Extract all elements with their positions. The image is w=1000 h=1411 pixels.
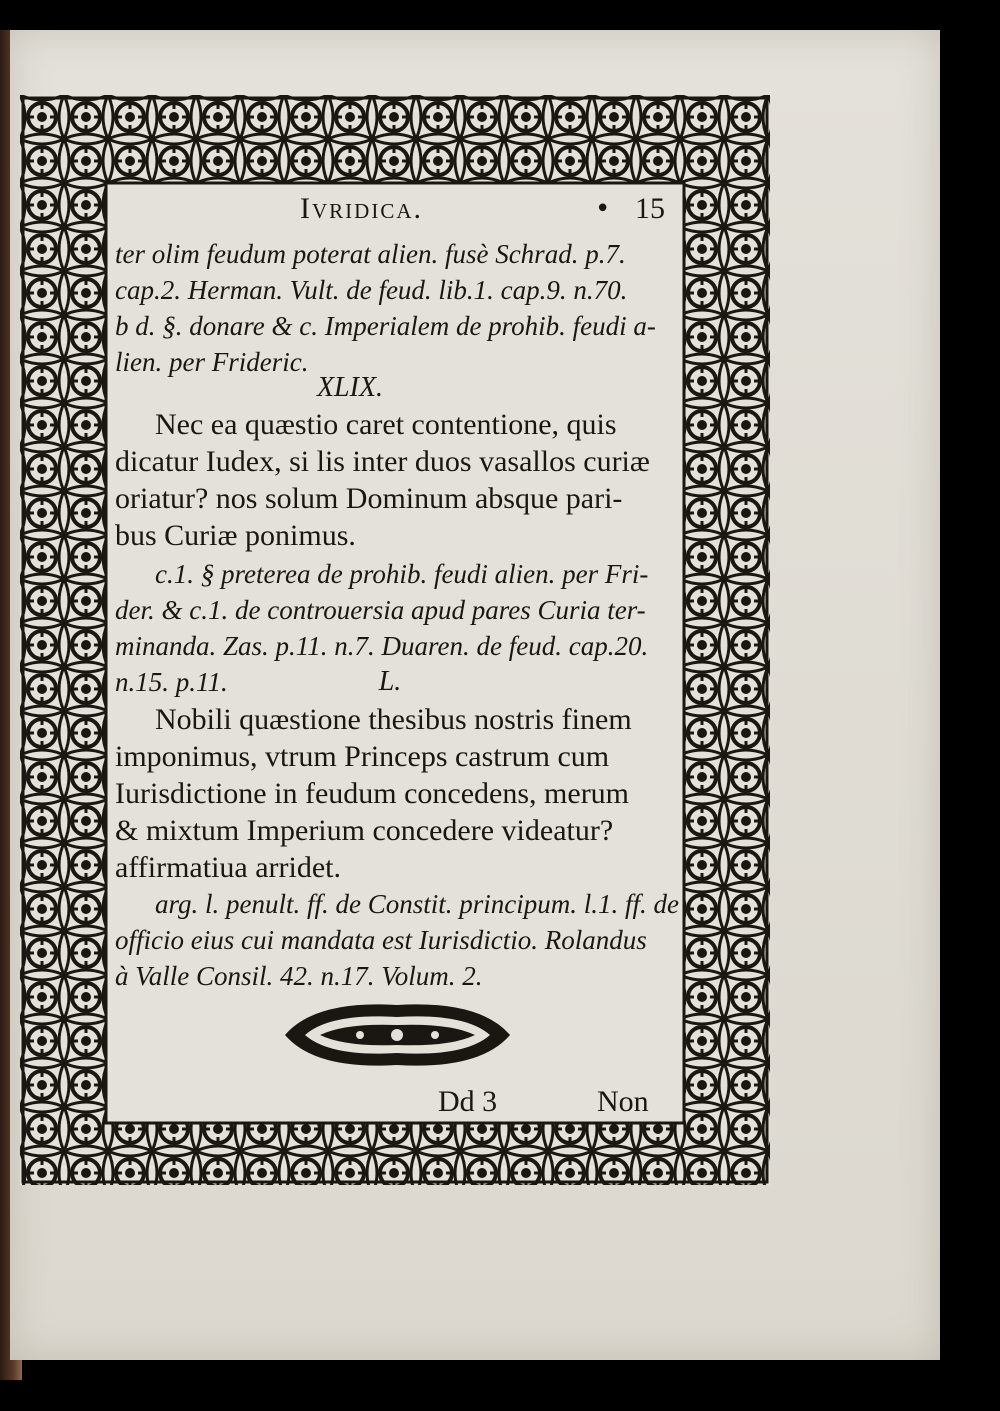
note-line: arg. l. penult. ff. de Constit. principum. l.1. ff. de [155, 889, 679, 919]
header-dot: • [595, 194, 611, 224]
text-line: bus Curiæ ponimus. [115, 519, 356, 552]
note-line: minanda. Zas. p.11. n.7. Duaren. de feud. cap.20. [115, 631, 649, 661]
text-line: Iurisdictione in feudum concedens, merum [115, 777, 630, 810]
text-line: oriatur? nos solum Dominum absque pari- [115, 482, 623, 515]
note-line: à Valle Consil. 42. n.17. Volum. 2. [115, 961, 483, 991]
thesis-50-text [115, 701, 655, 886]
note-line: cap.2. Herman. Vult. de feud. lib.1. cap.9. n.70. [115, 275, 628, 305]
signature-mark: Dd 3 [438, 1085, 498, 1118]
tailpiece-ornament-icon [275, 995, 520, 1075]
note-line: c.1. § preterea de prohib. feudi alien. per Fri- [155, 559, 649, 589]
note-line: b d. §. donare & c. Imperialem de prohib. feudi a- [115, 311, 656, 341]
text-line: Nec ea quæstio caret contentione, quis [155, 408, 617, 441]
note-line: lien. per Frideric. [115, 347, 309, 377]
thesis-heading-49: XLIX. [316, 372, 384, 403]
page-number: 15 [635, 192, 665, 225]
running-title: Ivridica. [300, 192, 423, 225]
note-line: officio eius cui mandata est Iurisdictio. Rolandus [115, 925, 647, 955]
catchword: Non [597, 1085, 649, 1118]
top-notes [115, 236, 655, 380]
note-line: n.15. p.11. [115, 667, 228, 697]
running-header [115, 192, 665, 232]
text-line: imponimus, vtrum Princeps castrum cum [115, 740, 610, 773]
thesis-heading-50: L. [378, 666, 402, 697]
thesis-50-notes [115, 886, 679, 994]
text-line: dicatur Iudex, si lis inter duos vasallos curiæ [115, 445, 650, 478]
note-line: ter olim feudum poterat alien. fusè Schrad. p.7. [115, 239, 626, 269]
text-line: affirmatiua arridet. [115, 851, 341, 884]
text-line: Nobili quæstione thesibus nostris finem [155, 703, 632, 736]
note-line: der. & c.1. de controuersia apud pares Curia ter- [115, 595, 646, 625]
text-line: & mixtum Imperium concedere videatur? [115, 814, 614, 847]
thesis-49-text [115, 406, 655, 554]
